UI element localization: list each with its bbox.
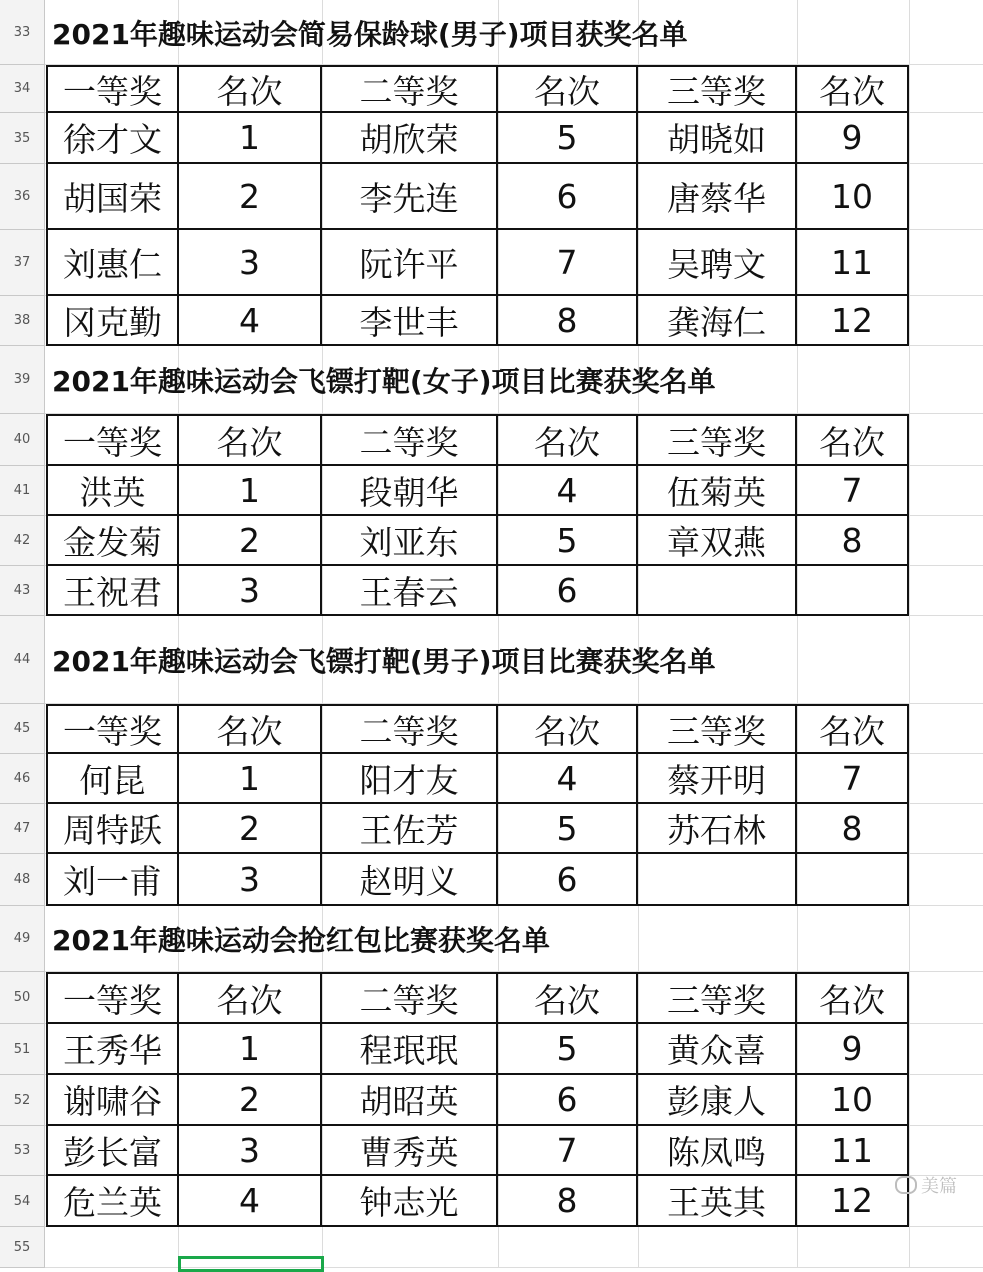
sheet-row [0, 0, 983, 65]
table-row [0, 516, 983, 566]
table-header-cell[interactable]: 三等奖 [638, 65, 797, 113]
name-cell[interactable]: 胡晓如 [638, 113, 797, 164]
rank-cell[interactable]: 5 [498, 1024, 638, 1075]
table-header-cell[interactable]: 名次 [498, 65, 638, 113]
name-cell[interactable]: 何昆 [46, 754, 179, 804]
rank-cell[interactable]: 1 [179, 466, 322, 516]
name-cell[interactable]: 胡欣荣 [322, 113, 498, 164]
table-header-cell[interactable]: 一等奖 [46, 414, 179, 466]
rank-cell[interactable]: 7 [498, 1126, 638, 1176]
rank-cell[interactable]: 11 [797, 1126, 909, 1176]
name-cell[interactable]: 赵明义 [322, 854, 498, 906]
active-cell-selection[interactable] [178, 1256, 324, 1272]
table-row [0, 1075, 983, 1126]
table-header-cell[interactable]: 名次 [179, 972, 322, 1024]
name-cell[interactable]: 危兰英 [46, 1176, 179, 1227]
section-title[interactable]: 2021年趣味运动会飞镖打靶(男子)项目比赛获奖名单 [52, 645, 716, 678]
name-cell[interactable]: 周特跃 [46, 804, 179, 854]
rank-cell[interactable]: 10 [797, 1075, 909, 1126]
table-header-row [0, 972, 983, 1024]
section-title[interactable]: 2021年趣味运动会简易保龄球(男子)项目获奖名单 [52, 17, 688, 51]
row-number[interactable]: 39 [0, 346, 45, 414]
rank-cell[interactable]: 12 [797, 1176, 909, 1227]
rank-cell[interactable]: 5 [498, 804, 638, 854]
rank-cell[interactable]: 8 [797, 804, 909, 854]
rank-cell[interactable]: 1 [179, 113, 322, 164]
row-number[interactable]: 43 [0, 566, 45, 616]
table-header-cell[interactable]: 名次 [498, 704, 638, 754]
table-header-cell[interactable]: 二等奖 [322, 414, 498, 466]
name-cell[interactable]: 王祝君 [46, 566, 179, 616]
table-header-cell[interactable]: 名次 [797, 414, 909, 466]
name-cell[interactable]: 吴聘文 [638, 230, 797, 296]
name-cell[interactable]: 刘亚东 [322, 516, 498, 566]
sheet-row [0, 616, 983, 704]
row-number[interactable]: 41 [0, 466, 45, 516]
rank-cell[interactable]: 4 [498, 754, 638, 804]
row-number[interactable]: 52 [0, 1075, 45, 1126]
table-row [0, 1176, 983, 1227]
rank-cell[interactable]: 2 [179, 804, 322, 854]
row-number[interactable]: 42 [0, 516, 45, 566]
row-number[interactable]: 55 [0, 1227, 45, 1268]
name-cell[interactable]: 程珉珉 [322, 1024, 498, 1075]
row-number[interactable]: 46 [0, 754, 45, 804]
name-cell[interactable]: 洪英 [46, 466, 179, 516]
section-title[interactable]: 2021年趣味运动会抢红包比赛获奖名单 [52, 924, 550, 957]
row-number[interactable]: 34 [0, 65, 45, 113]
name-cell[interactable] [638, 854, 797, 906]
watermark-text: 美篇 [921, 1176, 957, 1197]
table-header-cell[interactable]: 名次 [797, 65, 909, 113]
rank-cell[interactable] [797, 854, 909, 906]
name-cell[interactable]: 章双燕 [638, 516, 797, 566]
row-number[interactable]: 40 [0, 414, 45, 466]
name-cell[interactable]: 李先连 [322, 164, 498, 230]
table-header-cell[interactable]: 一等奖 [46, 704, 179, 754]
row-number[interactable]: 36 [0, 164, 45, 230]
rank-cell[interactable]: 3 [179, 854, 322, 906]
name-cell[interactable]: 李世丰 [322, 296, 498, 346]
rank-cell[interactable]: 9 [797, 1024, 909, 1075]
rank-cell[interactable]: 12 [797, 296, 909, 346]
table-row [0, 854, 983, 906]
name-cell[interactable]: 金发菊 [46, 516, 179, 566]
table-row [0, 804, 983, 854]
name-cell[interactable]: 刘一甫 [46, 854, 179, 906]
table-header-cell[interactable]: 三等奖 [638, 414, 797, 466]
rank-cell[interactable]: 8 [498, 1176, 638, 1227]
table-row [0, 1126, 983, 1176]
table-header-row [0, 414, 983, 466]
row-number[interactable]: 38 [0, 296, 45, 346]
rank-cell[interactable]: 7 [797, 754, 909, 804]
name-cell[interactable]: 段朝华 [322, 466, 498, 516]
table-header-cell[interactable]: 名次 [179, 414, 322, 466]
table-header-cell[interactable]: 三等奖 [638, 972, 797, 1024]
table-row [0, 113, 983, 164]
table-header-cell[interactable]: 一等奖 [46, 972, 179, 1024]
name-cell[interactable]: 刘惠仁 [46, 230, 179, 296]
name-cell[interactable]: 彭长富 [46, 1126, 179, 1176]
table-row [0, 566, 983, 616]
table-row [0, 754, 983, 804]
row-number[interactable]: 49 [0, 906, 45, 972]
rank-cell[interactable]: 4 [498, 466, 638, 516]
rank-cell[interactable]: 6 [498, 164, 638, 230]
row-number[interactable]: 53 [0, 1126, 45, 1176]
table-row [0, 164, 983, 230]
table-header-cell[interactable]: 名次 [179, 65, 322, 113]
rank-cell[interactable]: 6 [498, 1075, 638, 1126]
sheet-row [0, 906, 983, 972]
rank-cell[interactable]: 5 [498, 516, 638, 566]
sheet-row [0, 346, 983, 414]
rank-cell[interactable]: 5 [498, 113, 638, 164]
rank-cell[interactable]: 7 [797, 466, 909, 516]
table-header-cell[interactable]: 二等奖 [322, 704, 498, 754]
row-number[interactable]: 44 [0, 616, 45, 704]
name-cell[interactable]: 钟志光 [322, 1176, 498, 1227]
name-cell[interactable]: 苏石林 [638, 804, 797, 854]
table-header-cell[interactable]: 名次 [797, 972, 909, 1024]
name-cell[interactable]: 王秀华 [46, 1024, 179, 1075]
row-number[interactable]: 47 [0, 804, 45, 854]
name-cell[interactable]: 龚海仁 [638, 296, 797, 346]
name-cell[interactable]: 谢啸谷 [46, 1075, 179, 1126]
rank-cell[interactable]: 3 [179, 230, 322, 296]
table-header-cell[interactable]: 名次 [797, 704, 909, 754]
row-number[interactable]: 48 [0, 854, 45, 906]
table-header-cell[interactable]: 名次 [498, 972, 638, 1024]
row-number[interactable]: 50 [0, 972, 45, 1024]
rank-cell[interactable]: 1 [179, 754, 322, 804]
sheet-row [0, 1227, 983, 1268]
table-header-cell[interactable]: 二等奖 [322, 972, 498, 1024]
rank-cell[interactable]: 7 [498, 230, 638, 296]
row-number[interactable]: 51 [0, 1024, 45, 1075]
rank-cell[interactable]: 2 [179, 516, 322, 566]
table-header-cell[interactable]: 一等奖 [46, 65, 179, 113]
table-header-cell[interactable]: 二等奖 [322, 65, 498, 113]
rank-cell[interactable]: 3 [179, 1126, 322, 1176]
row-number[interactable]: 35 [0, 113, 45, 164]
table-header-cell[interactable]: 三等奖 [638, 704, 797, 754]
watermark-logo-icon [895, 1176, 917, 1194]
table-row [0, 296, 983, 346]
name-cell[interactable]: 唐蔡华 [638, 164, 797, 230]
name-cell[interactable]: 王春云 [322, 566, 498, 616]
row-number[interactable]: 33 [0, 0, 45, 65]
name-cell[interactable]: 冈克勤 [46, 296, 179, 346]
rank-cell[interactable]: 11 [797, 230, 909, 296]
rank-cell[interactable]: 1 [179, 1024, 322, 1075]
rank-cell[interactable]: 6 [498, 854, 638, 906]
name-cell[interactable]: 徐才文 [46, 113, 179, 164]
rank-cell[interactable]: 2 [179, 164, 322, 230]
name-cell[interactable]: 胡国荣 [46, 164, 179, 230]
name-cell[interactable]: 阳才友 [322, 754, 498, 804]
name-cell[interactable]: 陈凤鸣 [638, 1126, 797, 1176]
name-cell[interactable]: 彭康人 [638, 1075, 797, 1126]
table-header-cell[interactable]: 名次 [498, 414, 638, 466]
rank-cell[interactable]: 6 [498, 566, 638, 616]
row-number[interactable]: 37 [0, 230, 45, 296]
row-number[interactable]: 45 [0, 704, 45, 754]
watermark [895, 1172, 957, 1198]
section-title[interactable]: 2021年趣味运动会飞镖打靶(女子)项目比赛获奖名单 [52, 365, 716, 398]
rank-cell[interactable] [797, 566, 909, 616]
name-cell[interactable]: 阮许平 [322, 230, 498, 296]
rank-cell[interactable]: 8 [498, 296, 638, 346]
name-cell[interactable]: 黄众喜 [638, 1024, 797, 1075]
name-cell[interactable]: 伍菊英 [638, 466, 797, 516]
table-row [0, 466, 983, 516]
row-number[interactable]: 54 [0, 1176, 45, 1227]
table-header-cell[interactable]: 名次 [179, 704, 322, 754]
table-row [0, 1024, 983, 1075]
rank-cell[interactable]: 10 [797, 164, 909, 230]
table-header-row [0, 704, 983, 754]
rank-cell[interactable]: 2 [179, 1075, 322, 1126]
name-cell[interactable] [638, 566, 797, 616]
rank-cell[interactable]: 4 [179, 1176, 322, 1227]
name-cell[interactable]: 胡昭英 [322, 1075, 498, 1126]
name-cell[interactable]: 曹秀英 [322, 1126, 498, 1176]
rank-cell[interactable]: 9 [797, 113, 909, 164]
table-row [0, 230, 983, 296]
rank-cell[interactable]: 3 [179, 566, 322, 616]
name-cell[interactable]: 王佐芳 [322, 804, 498, 854]
name-cell[interactable]: 王英其 [638, 1176, 797, 1227]
table-header-row [0, 65, 983, 113]
rank-cell[interactable]: 4 [179, 296, 322, 346]
rank-cell[interactable]: 8 [797, 516, 909, 566]
name-cell[interactable]: 蔡开明 [638, 754, 797, 804]
